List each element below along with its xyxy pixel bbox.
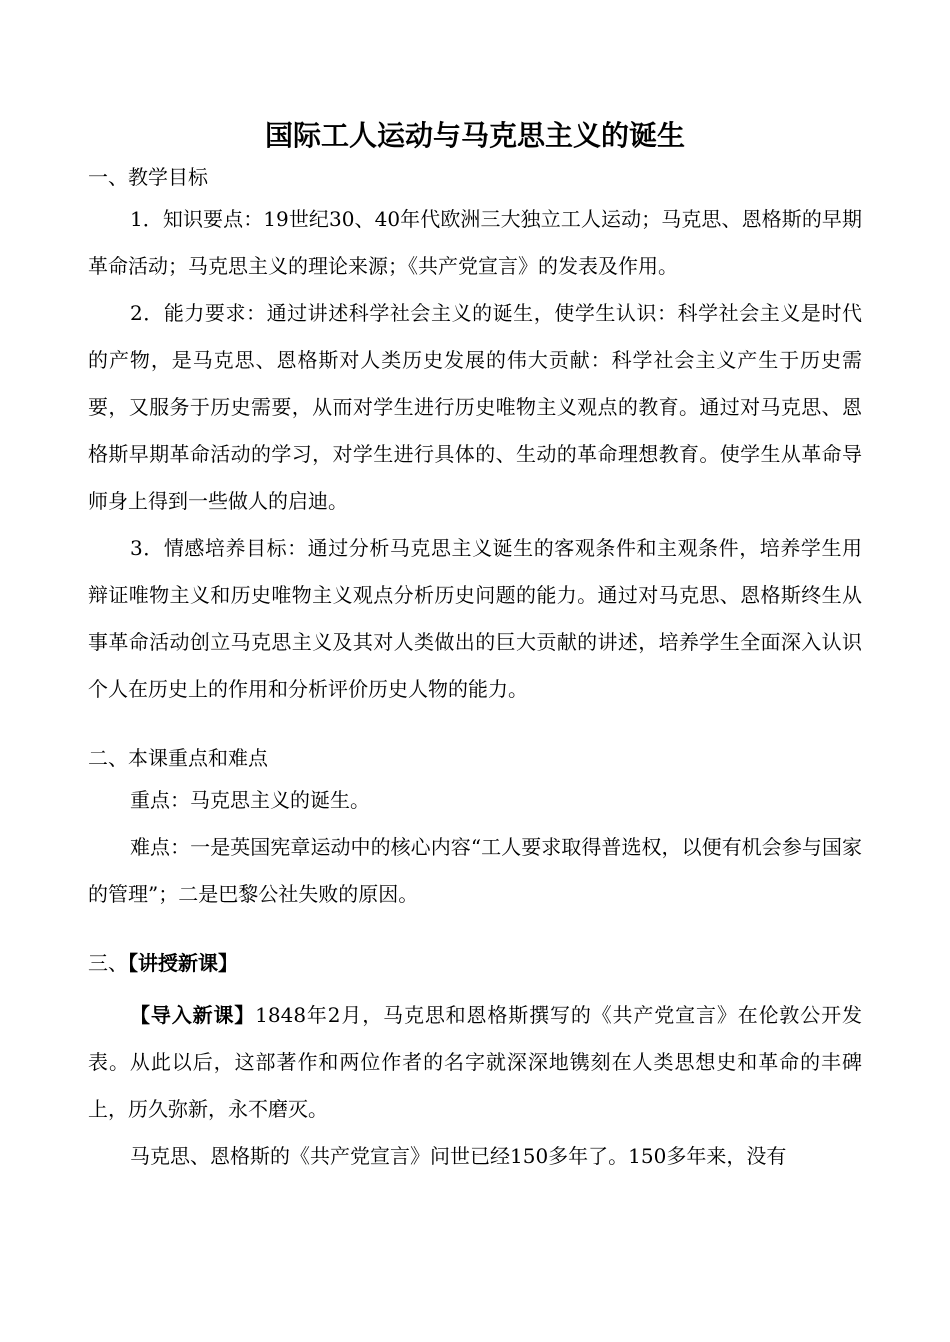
intro-text: 1848年2月，马克思和恩格斯撰写的《共产党宣言》在伦敦公开发表。从此以后，这部著作和两位作者的名字就深深地镌刻在人类思想史和革命的丰碑上，历久弥新，永不磨灭。 [88, 1003, 863, 1121]
paragraph-emotional-goals: 3．情感培养目标：通过分析马克思主义诞生的客观条件和主观条件，培养学生用辩证唯物主义和历史唯物主义观点分析历史问题的能力。通过对马克思、恩格斯终生从事革命活动创立马克思主义及其对人类做出的巨大贡献的讲述，培养学生全面深入认识个人在历史上的作用和分析评价历史人物的能力。 [88, 536, 862, 701]
paragraph-ability-requirements: 2．能力要求：通过讲述科学社会主义的诞生，使学生认识：科学社会主义是时代的产物，是马克思、恩格斯对人类历史发展的伟大贡献：科学社会主义产生于历史需要，又服务于历史需要，从而对学生进行历史唯物主义观点的教育。通过对马克思、恩格斯早期革命活动的学习，对学生进行具体的、生动的革命理想教育。使学生从革命导师身上得到一些做人的启迪。 [88, 301, 862, 513]
paragraph-knowledge-points: 1．知识要点：19世纪30、40年代欧洲三大独立工人运动；马克思、恩格斯的早期革命活动；马克思主义的理论来源；《共产党宣言》的发表及作用。 [88, 207, 862, 278]
intro-label: 【导入新课】 [130, 1003, 256, 1027]
section-heading-bold-label: 【讲授新课】 [128, 951, 238, 975]
section-heading-key-points: 二、本课重点和难点 [88, 746, 268, 770]
spacer [88, 918, 862, 944]
section-heading-objectives: 一、教学目标 [88, 165, 208, 189]
paragraph-manifesto: 马克思、恩格斯的《共产党宣言》问世已经150多年了。150多年来，没有 [130, 1144, 787, 1168]
paragraph-difficulty: 难点：一是英国宪章运动中的核心内容“工人要求取得普选权，以便有机会参与国家的管理”；二是巴黎公社失败的原因。 [88, 835, 862, 906]
paragraph-key-point: 重点：马克思主义的诞生。 [130, 788, 370, 812]
section-heading-new-lesson [88, 944, 862, 982]
document-title: 国际工人运动与马克思主义的诞生 [264, 119, 685, 152]
spacer [88, 713, 862, 739]
section-heading-prefix: 三、 [88, 951, 128, 975]
spacer [88, 982, 862, 992]
paragraph-lesson-intro [88, 992, 862, 1133]
